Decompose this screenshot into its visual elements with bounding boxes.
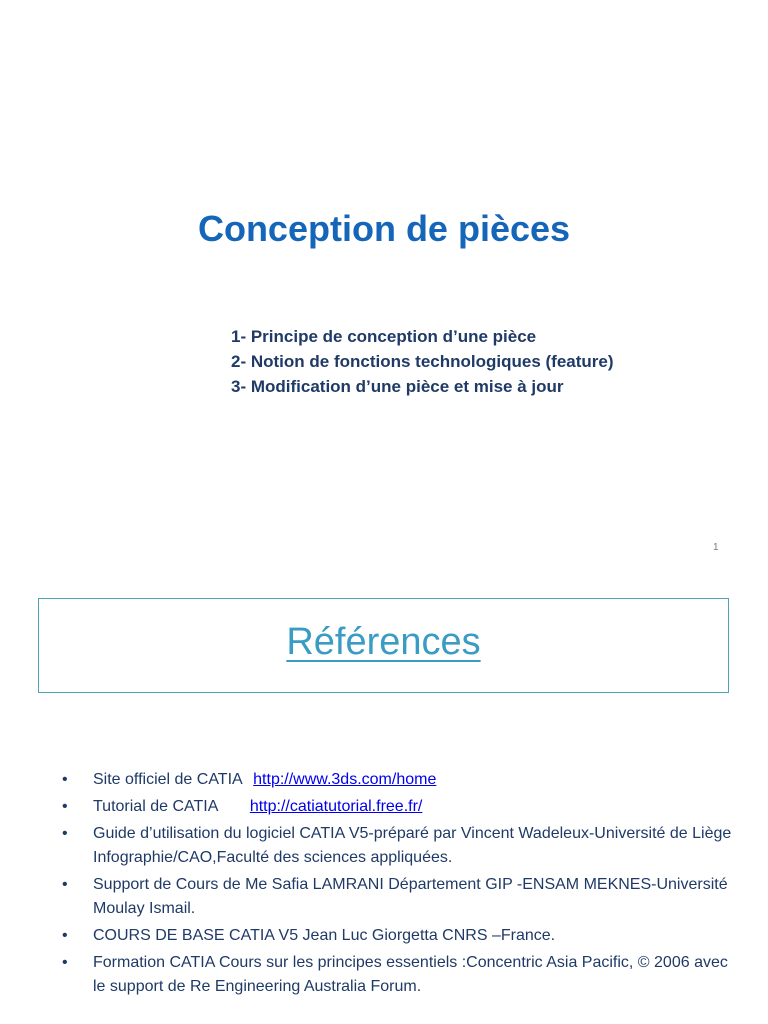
reference-item [62,795,732,819]
reference-text: Support de Cours de Me Safia LAMRANI Département GIP -ENSAM MEKNES-Université Moulay Ismail. [93,876,728,917]
reference-link[interactable]: http://catiatutorial.free.fr/ [249,798,423,815]
references-title-box [38,598,729,693]
bullet-icon: • [62,825,68,842]
toc-item: 2- Notion de fonctions technologiques (feature) [231,352,614,371]
bullet-icon: • [62,798,68,815]
reference-text: COURS DE BASE CATIA V5 Jean Luc Giorgetta CNRS –France. [93,927,556,944]
reference-text: Guide d’utilisation du logiciel CATIA V5-préparé par Vincent Wadeleux-Université de Liège Infographie/CAO,Faculté des sciences appliquées. [93,825,732,866]
bullet-icon: • [62,927,68,944]
bullet-icon: • [62,771,68,788]
reference-text: Tutorial de CATIA [93,798,219,815]
reference-item [62,951,732,999]
reference-text: Formation CATIA Cours sur les principes essentiels :Concentric Asia Pacific, © 2006 avec le support de Re Engineering Australia Forum. [93,954,728,995]
references-title [39,621,728,664]
bullet-icon: • [62,876,68,893]
references-title-text: Références [286,621,481,663]
slide-title: Conception de pièces [197,208,571,249]
reference-item [62,924,732,948]
toc-item: 1- Principe de conception d’une pièce [231,327,537,346]
page-number: 1 [713,542,719,553]
table-of-contents [231,324,614,399]
slide-2 [0,576,768,1024]
reference-item [62,822,732,870]
reference-link[interactable]: http://www.3ds.com/home [253,771,437,788]
reference-item [62,873,732,921]
bullet-icon: • [62,954,68,971]
references-list [62,768,732,1002]
reference-text: Site officiel de CATIA [93,771,243,788]
toc-item: 3- Modification d’une pièce et mise à jour [231,377,564,396]
reference-item [62,768,732,792]
